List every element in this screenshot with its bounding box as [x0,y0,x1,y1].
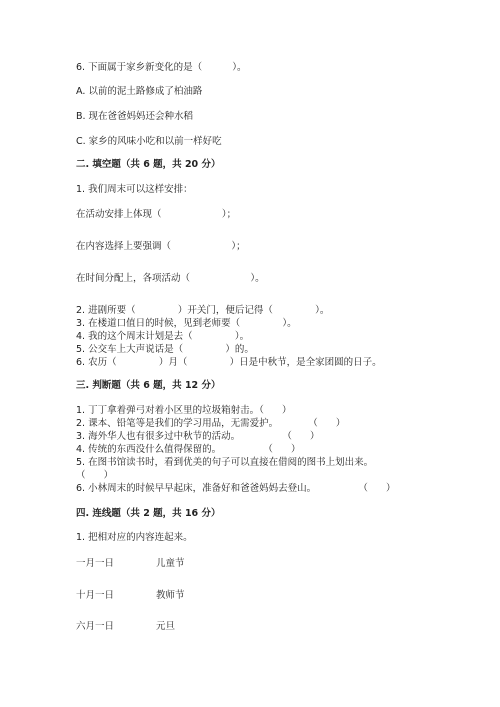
judge-question-2: 2. 课本、铅笔等是我们的学习用品，无需爱护。 （ ） [76,418,346,429]
fill-question-3: 3. 在楼道口值日的时候，见到老师要（ ）。 [76,318,297,329]
question-6-stem: 6. 下面属于家乡新变化的是（ ）。 [76,62,247,73]
matching-right-item: 儿童节 [156,558,185,569]
matching-right-item: 教师节 [156,590,185,601]
section-matching-heading: 四. 连线题（共 2 题，共 16 分） [76,508,221,519]
section-true-false-heading: 三. 判断题（共 6 题，共 12 分） [76,380,221,391]
judge-question-4: 4. 传统的东西没什么值得保留的。 （ ） [76,444,301,455]
fill-question-1-line-c: 在时间分配上，各项活动（ ）。 [76,273,265,284]
matching-left-item: 十月一日 [76,590,115,601]
matching-right-item: 元旦 [156,621,176,632]
matching-question-1: 1. 把相对应的内容连起来。 [76,532,193,543]
fill-question-1-line-a: 在活动安排上体现（ ）； [76,209,237,220]
fill-question-2: 2. 进剧所要（ ）开关门，便后记得（ ）。 [76,305,330,316]
judge-question-3: 3. 海外华人也有很多过中秋节的活动。 （ ） [76,431,320,442]
judge-question-5-bracket: （ ） [76,470,114,481]
matching-left-item: 一月一日 [76,558,115,569]
judge-question-5: 5. 在图书馆读书时，看到优美的句子可以直接在借阅的图书上划出来。 [76,457,374,468]
judge-question-6: 6. 小林周末的时候早早起床，准备好和爸爸妈妈去登山。 （ ） [76,483,396,494]
judge-question-1: 1. 丁丁拿着弹弓对着小区里的垃圾箱射击。（ ） [76,405,292,416]
fill-question-1-line-b: 在内容选择上要强调（ ）； [76,241,246,252]
question-6-option-a: A. 以前的泥土路修成了柏油路 [76,86,203,97]
matching-left-item: 六月一日 [76,621,115,632]
fill-question-1: 1. 我们周末可以这样安排： [76,184,193,195]
question-6-option-c: C. 家乡的风味小吃和以前一样好吃 [76,136,222,147]
fill-question-4: 4. 我的这个周末计划是去（ ）。 [76,331,250,342]
question-6-option-b: B. 现在爸爸妈妈还会种水稻 [76,111,194,122]
section-fill-blank-heading: 二. 填空题（共 6 题，共 20 分） [76,159,221,170]
fill-question-5: 5. 公交车上大声说话是（ ）的。 [76,344,254,355]
fill-question-6: 6. 农历（ ）月（ ）日是中秋节，是全家团圆的日子。 [76,357,382,368]
